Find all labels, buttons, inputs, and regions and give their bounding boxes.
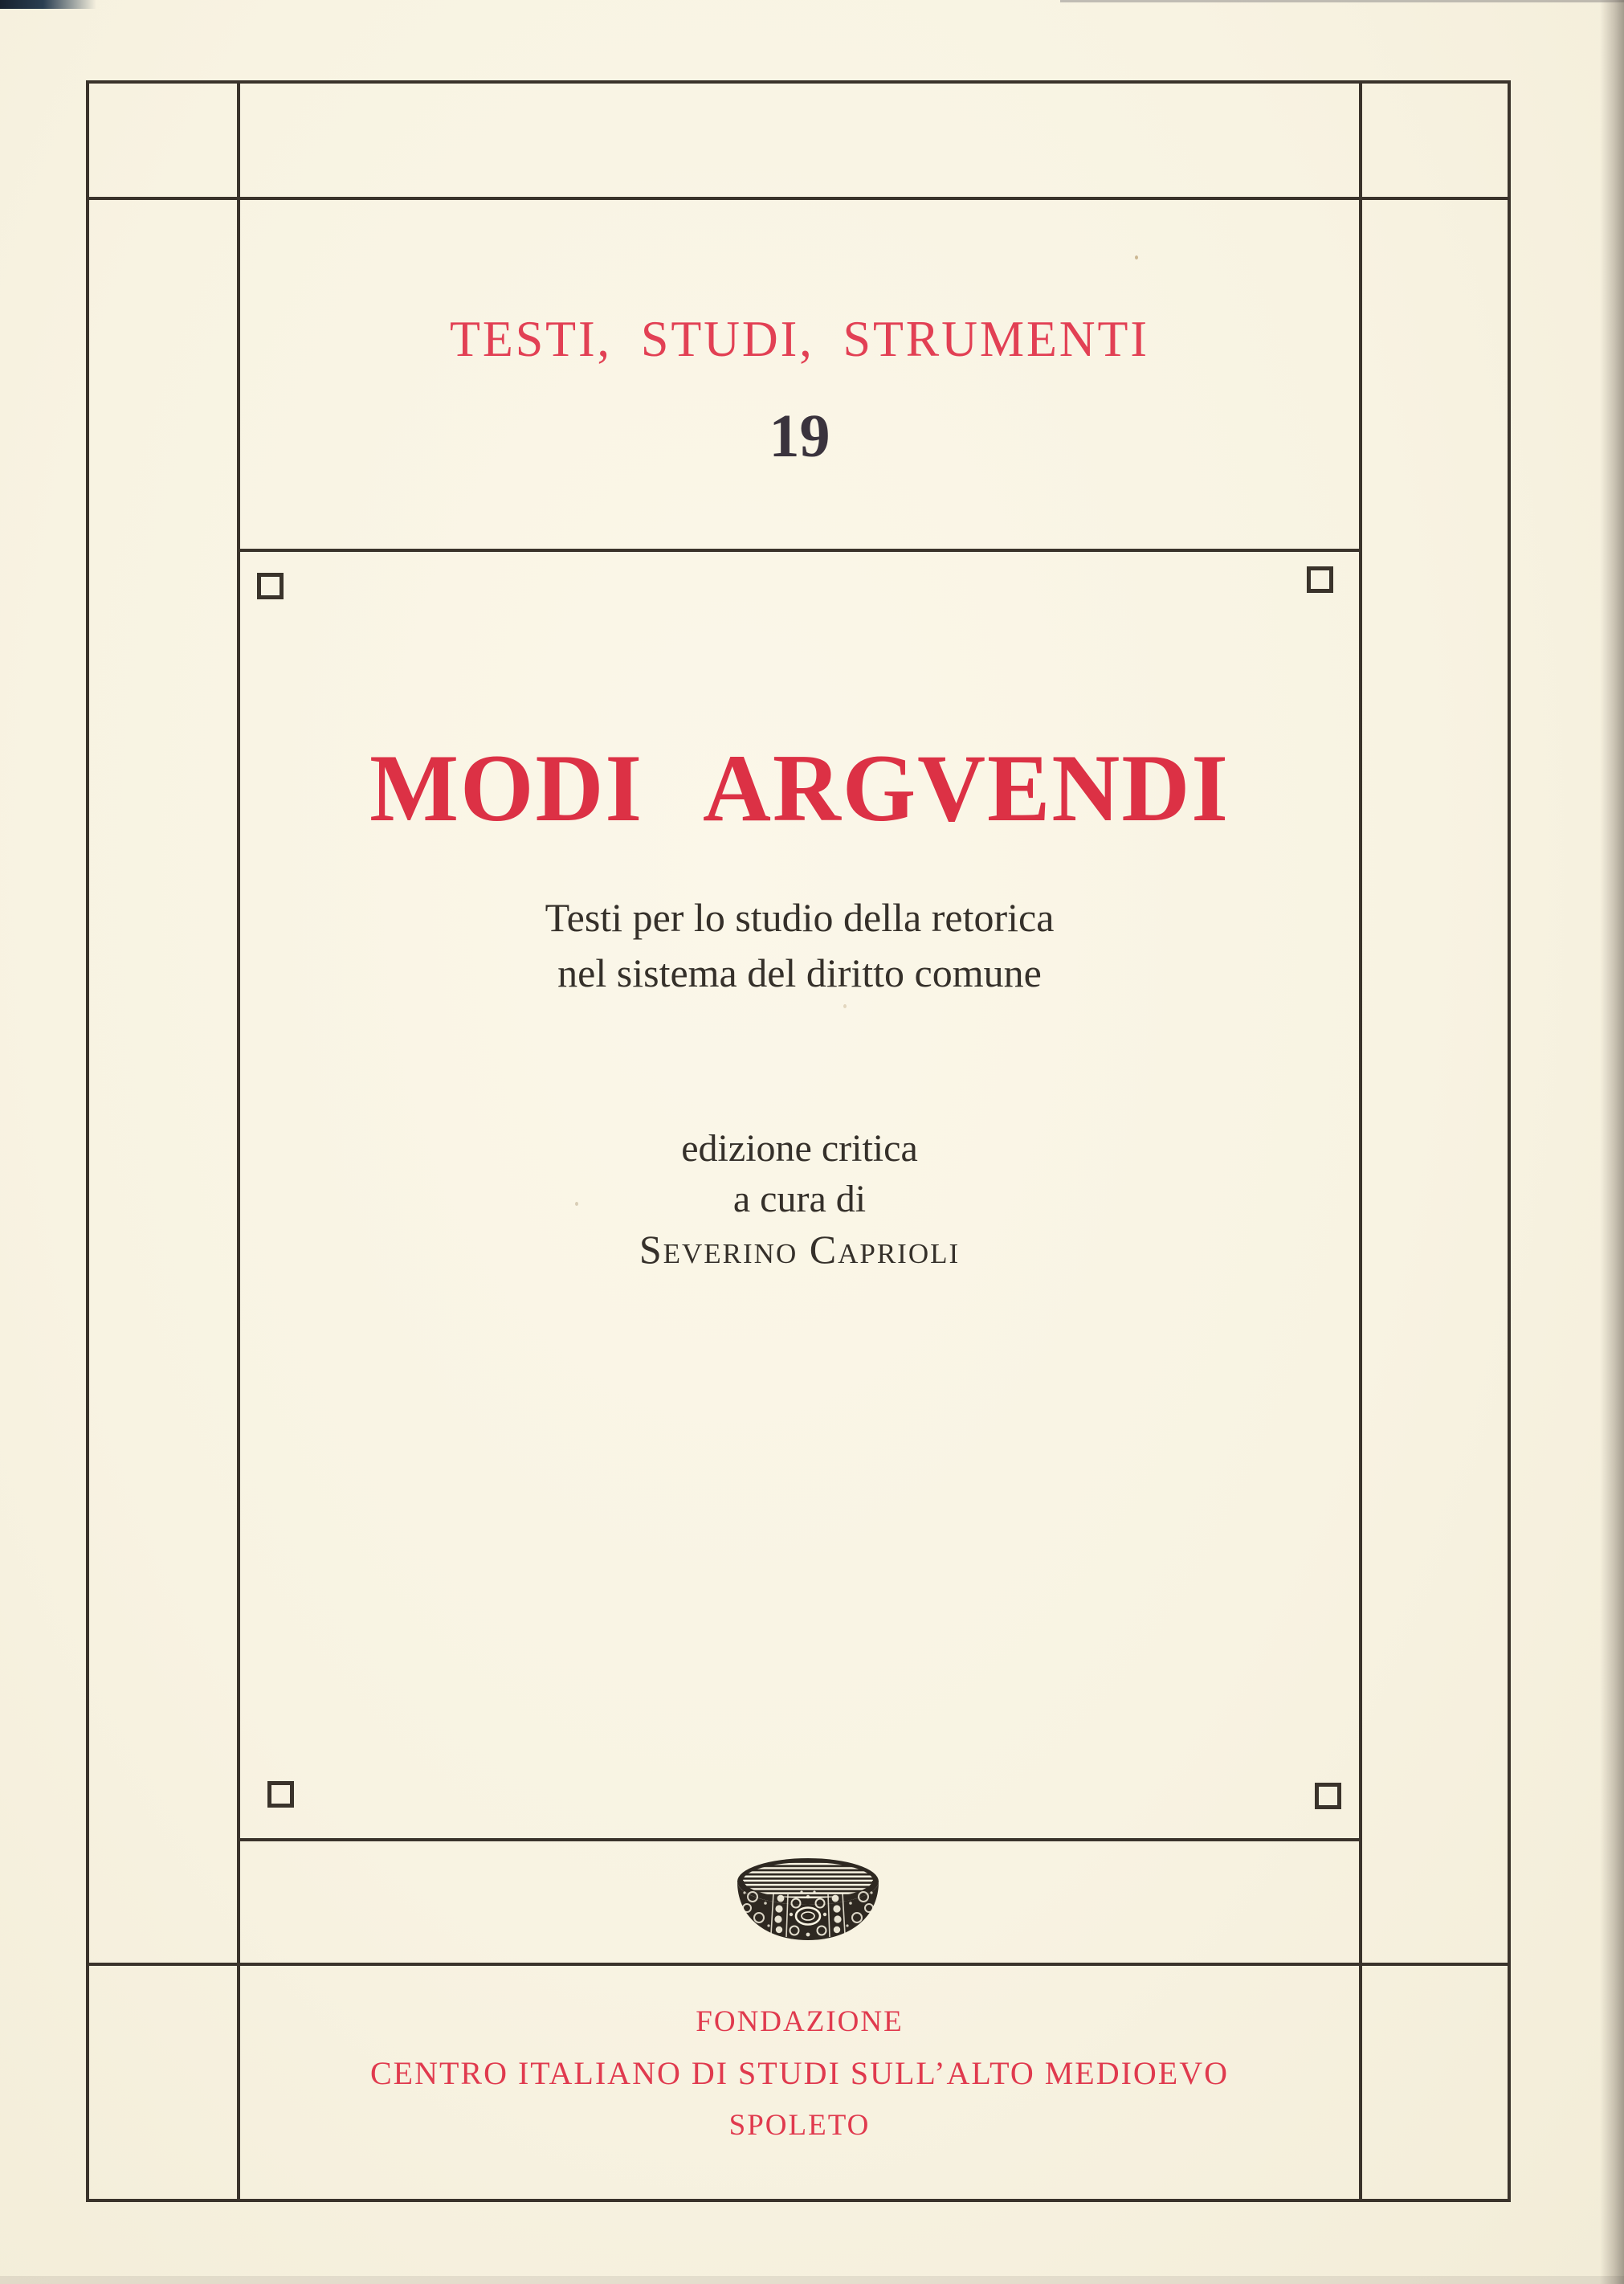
edition-line-1: edizione critica	[681, 1127, 918, 1170]
publisher-line-3: SPOLETO	[728, 2109, 871, 2142]
grid-rule-horizontal-bottom	[86, 1963, 1511, 1966]
registration-square-top-right	[1307, 566, 1333, 593]
publisher-line-1: FONDAZIONE	[696, 2005, 904, 2038]
scan-shadow-bottom-edge	[0, 2276, 1624, 2284]
publisher-line-2: CENTRO ITALIANO DI STUDI SULL’ALTO MEDIOEVO	[369, 2055, 1230, 2091]
registration-square-top-left	[257, 573, 284, 599]
subtitle-line-1: Testi per lo studio della retorica	[545, 895, 1055, 940]
series-title: TESTI, STUDI, STRUMENTI	[450, 310, 1149, 367]
book-subtitle	[237, 890, 1362, 1001]
title-box-rule-top	[237, 549, 1362, 552]
ring-emblem	[735, 1857, 881, 1942]
editor-name: Severino Caprioli	[639, 1227, 961, 1272]
subtitle-line-2: nel sistema del diritto comune	[557, 950, 1042, 995]
edition-note	[237, 1123, 1362, 1275]
registration-square-bottom-right	[1315, 1783, 1341, 1809]
scan-edge-artifact-top	[1060, 0, 1624, 2]
title-box-rule-bottom	[237, 1838, 1362, 1841]
scan-shadow-right-edge	[1600, 0, 1624, 2284]
series-number: 19	[769, 402, 830, 470]
registration-square-bottom-left	[267, 1781, 294, 1808]
book-title: MODI ARGVENDI	[369, 734, 1230, 841]
publisher-block	[237, 2007, 1362, 2140]
scan-edge-artifact-top-left	[0, 0, 96, 9]
ring-emblem-graphic	[735, 1857, 881, 1942]
edition-line-2: a cura di	[732, 1178, 867, 1220]
grid-rule-horizontal-top	[86, 197, 1511, 200]
